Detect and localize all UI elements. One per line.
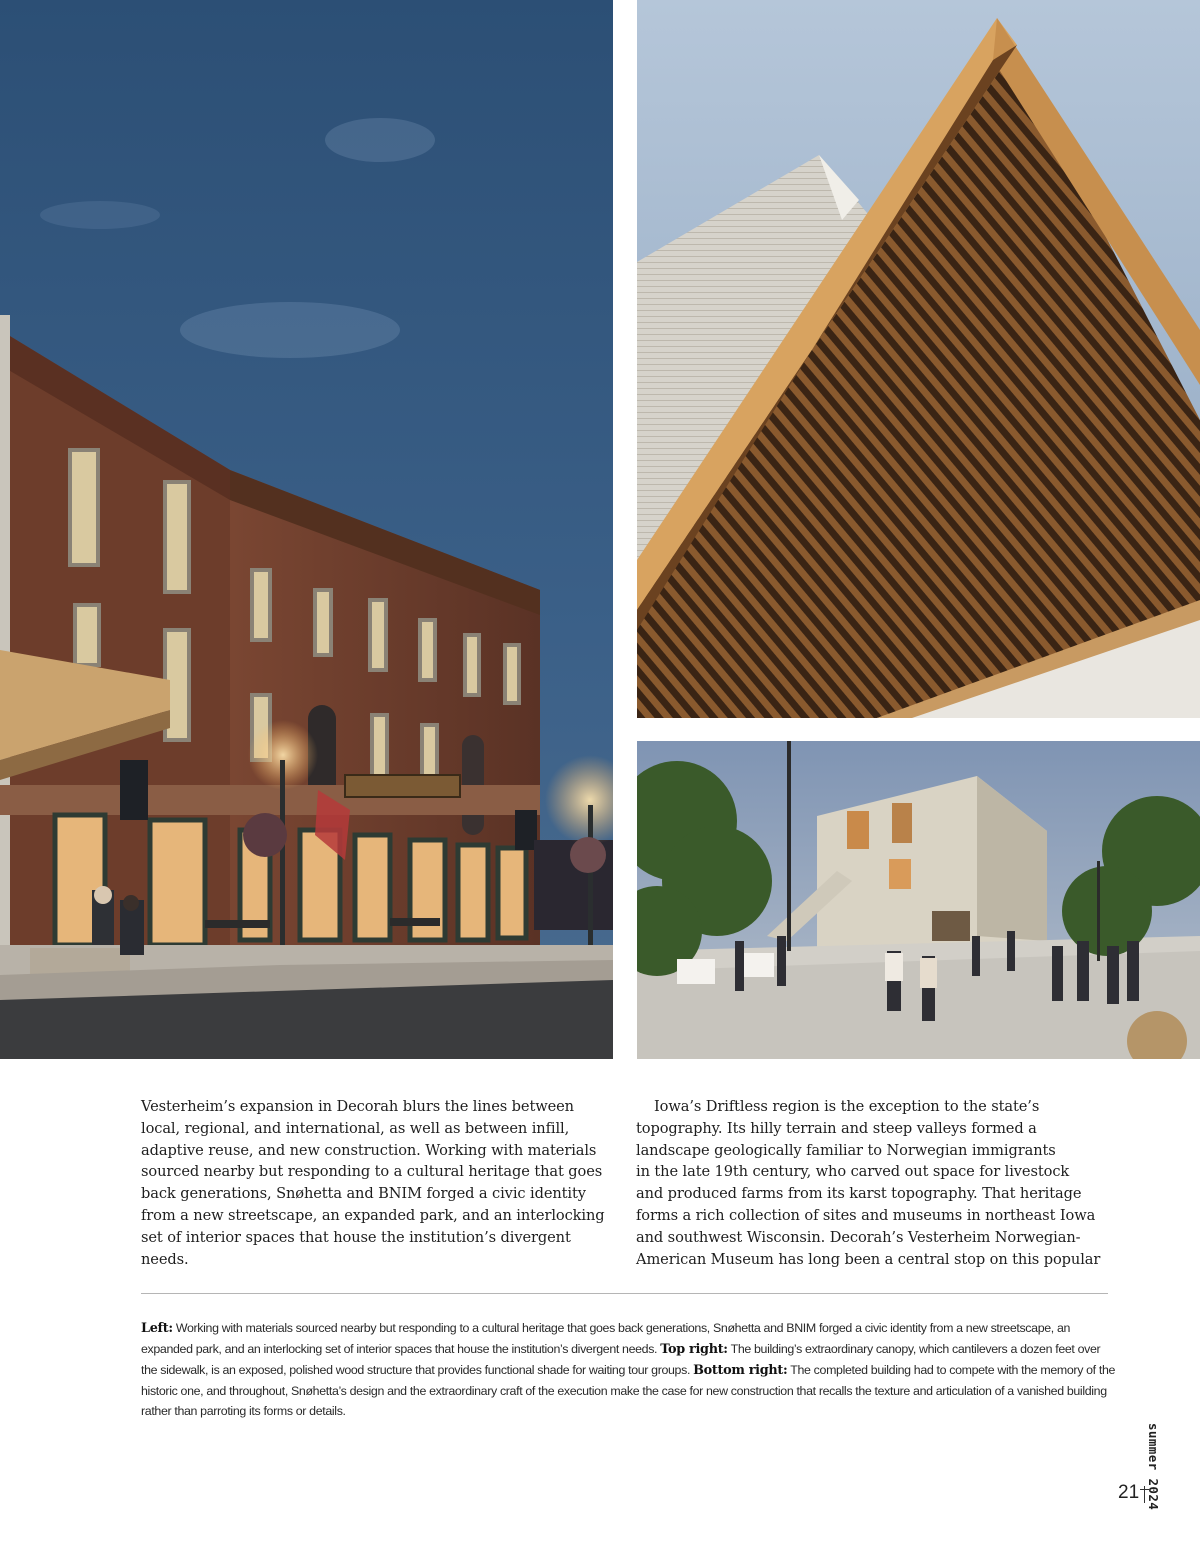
article-line: and southwest Wisconsin. Decorah’s Vesterheim Norwegian- [636,1228,1081,1246]
article-line: in the late 19th century, who carved out space for livestock [636,1163,1070,1181]
photo-wood-canopy [637,0,1200,718]
article-line: and produced farms from its karst topography. That heritage [636,1185,1082,1203]
caption-text-bottom-right: The completed building had to compete with the memory of the historic one, and throughout, Snøhetta’s design and the extraordinary craft of the execution make the case for new construction that recalls the texture and articulation of a vanished building rather than parroting its forms or details. [141,1363,1116,1418]
caption-label-left: Left: [141,1321,173,1336]
photo-caption [141,1318,1116,1421]
article-line: forms a rich collection of sites and museums in northeast Iowa [636,1206,1096,1224]
article-line: American Museum has long been a central stop on this popular [636,1250,1101,1268]
article-column-right [636,1096,1112,1270]
historic-building-illustration [0,0,613,1059]
caption-divider [141,1293,1108,1294]
article-line: topography. Its hilly terrain and steep valleys formed a [636,1119,1037,1137]
caption-text-left: Working with materials sourced nearby but responding to a cultural heritage that goes back generations, Snøhetta and BNIM forged a civic identity from a new streetscape, an expanded park, and an interlocking set of interior spaces that house the institution’s divergent needs. [141,1321,1071,1356]
canopy-illustration [637,0,1200,718]
article-line: landscape geologically familiar to Norwegian immigrants [636,1141,1056,1159]
page-number: 21 [1118,1482,1140,1503]
caption-label-bottom-right: Bottom right: [693,1363,788,1378]
caption-text-top-right: The building’s extraordinary canopy, which cantilevers a dozen feet over the sidewalk, is an exposed, polished wood structure that provides functional shade for waiting tour groups. [141,1342,1101,1377]
article-line: Iowa’s Driftless region is the exception to the state’s [654,1098,1040,1115]
caption-label-top-right: Top right: [660,1342,728,1357]
article-column-left: Vesterheim’s expansion in Decorah blurs the lines between local, regional, and international, as well as between infill, adaptive reuse, and new construction. Working with materials sourced nearby but responding to a cultural heritage that goes back generations, Snøhetta and BNIM forged a civic identity from a new streetscape, an expanded park, and an interlocking set of interior spaces that house the institution’s divergent needs. [141,1098,605,1268]
folio-rule-vertical [1144,1486,1145,1503]
issue-label: summer 2024 [1146,1423,1161,1511]
courtyard-illustration [637,741,1200,1059]
photo-historic-brick-building [0,0,613,1059]
photo-courtyard-new-building [637,741,1200,1059]
